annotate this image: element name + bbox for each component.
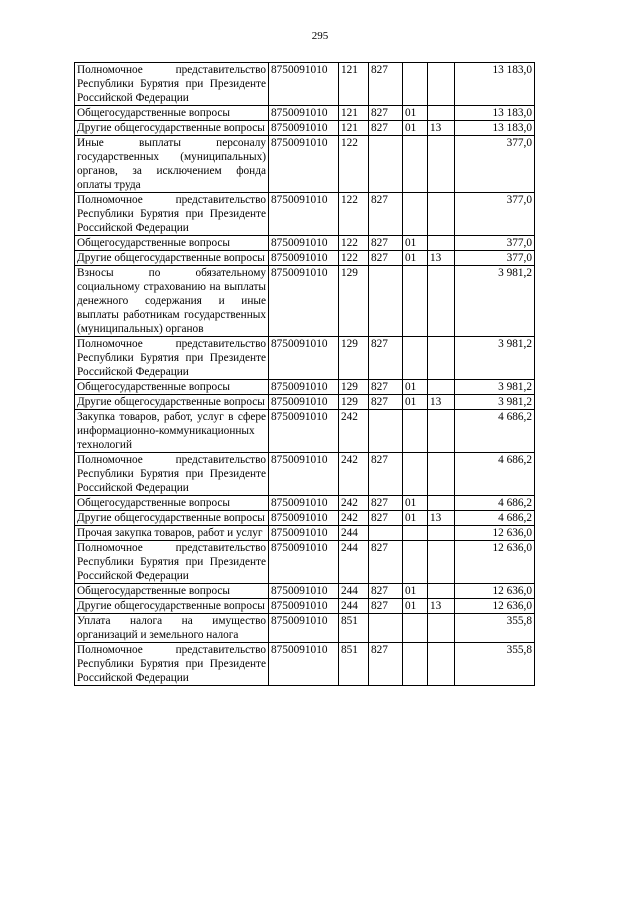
row-pr-cell: 13 xyxy=(428,511,455,526)
row-sum-cell: 13 183,0 xyxy=(455,63,535,106)
row-grbs-cell: 827 xyxy=(369,496,403,511)
row-grbs-cell xyxy=(369,266,403,337)
row-name-cell: Полномочное представительство Республики Бурятия при Президенте Российской Федерации xyxy=(75,643,269,686)
row-sum-cell: 4 686,2 xyxy=(455,453,535,496)
row-grbs-cell: 827 xyxy=(369,643,403,686)
row-sum-cell: 355,8 xyxy=(455,643,535,686)
row-vr-cell: 121 xyxy=(339,121,369,136)
row-grbs-cell xyxy=(369,526,403,541)
table-row xyxy=(75,337,535,380)
row-sum-cell: 377,0 xyxy=(455,251,535,266)
row-name-cell: Полномочное представительство Республики Бурятия при Президенте Российской Федерации xyxy=(75,193,269,236)
table-row xyxy=(75,236,535,251)
row-name-cell: Полномочное представительство Республики Бурятия при Президенте Российской Федерации xyxy=(75,453,269,496)
row-csr-cell: 8750091010 xyxy=(269,511,339,526)
row-sum-cell: 12 636,0 xyxy=(455,526,535,541)
row-csr-cell: 8750091010 xyxy=(269,584,339,599)
row-sum-cell: 3 981,2 xyxy=(455,266,535,337)
row-rz-cell xyxy=(403,136,428,193)
row-vr-cell: 122 xyxy=(339,193,369,236)
row-name-cell: Уплата налога на имущество организаций и земельного налога xyxy=(75,614,269,643)
row-grbs-cell: 827 xyxy=(369,511,403,526)
row-grbs-cell: 827 xyxy=(369,380,403,395)
row-pr-cell xyxy=(428,380,455,395)
row-pr-cell: 13 xyxy=(428,121,455,136)
row-name-cell: Другие общегосударственные вопросы xyxy=(75,121,269,136)
row-csr-cell: 8750091010 xyxy=(269,380,339,395)
table-row xyxy=(75,251,535,266)
row-csr-cell: 8750091010 xyxy=(269,193,339,236)
row-grbs-cell: 827 xyxy=(369,106,403,121)
row-sum-cell: 3 981,2 xyxy=(455,337,535,380)
row-csr-cell: 8750091010 xyxy=(269,614,339,643)
row-sum-cell: 377,0 xyxy=(455,236,535,251)
row-name-cell: Полномочное представительство Республики Бурятия при Президенте Российской Федерации xyxy=(75,63,269,106)
row-grbs-cell xyxy=(369,136,403,193)
row-vr-cell: 121 xyxy=(339,63,369,106)
row-name-cell: Общегосударственные вопросы xyxy=(75,584,269,599)
row-grbs-cell: 827 xyxy=(369,251,403,266)
table-row xyxy=(75,266,535,337)
row-grbs-cell: 827 xyxy=(369,599,403,614)
row-vr-cell: 244 xyxy=(339,599,369,614)
table-row xyxy=(75,614,535,643)
row-csr-cell: 8750091010 xyxy=(269,63,339,106)
table-row xyxy=(75,526,535,541)
table-row xyxy=(75,193,535,236)
row-name-cell: Прочая закупка товаров, работ и услуг xyxy=(75,526,269,541)
row-rz-cell xyxy=(403,541,428,584)
row-csr-cell: 8750091010 xyxy=(269,643,339,686)
row-rz-cell xyxy=(403,614,428,643)
row-name-cell: Полномочное представительство Республики Бурятия при Президенте Российской Федерации xyxy=(75,541,269,584)
page-number: 295 xyxy=(311,30,329,42)
row-pr-cell xyxy=(428,236,455,251)
row-rz-cell: 01 xyxy=(403,395,428,410)
row-sum-cell: 3 981,2 xyxy=(455,380,535,395)
row-sum-cell: 377,0 xyxy=(455,193,535,236)
row-sum-cell: 12 636,0 xyxy=(455,584,535,599)
row-vr-cell: 242 xyxy=(339,410,369,453)
row-pr-cell xyxy=(428,136,455,193)
row-pr-cell xyxy=(428,410,455,453)
row-grbs-cell: 827 xyxy=(369,121,403,136)
row-csr-cell: 8750091010 xyxy=(269,410,339,453)
row-vr-cell: 122 xyxy=(339,136,369,193)
row-sum-cell: 377,0 xyxy=(455,136,535,193)
table-row xyxy=(75,121,535,136)
row-pr-cell: 13 xyxy=(428,599,455,614)
row-vr-cell: 242 xyxy=(339,453,369,496)
row-csr-cell: 8750091010 xyxy=(269,266,339,337)
table-row xyxy=(75,395,535,410)
row-pr-cell xyxy=(428,496,455,511)
table-row xyxy=(75,511,535,526)
row-rz-cell xyxy=(403,266,428,337)
row-csr-cell: 8750091010 xyxy=(269,496,339,511)
row-grbs-cell: 827 xyxy=(369,193,403,236)
row-vr-cell: 129 xyxy=(339,395,369,410)
row-vr-cell: 122 xyxy=(339,236,369,251)
table-row xyxy=(75,643,535,686)
row-vr-cell: 122 xyxy=(339,251,369,266)
table-row xyxy=(75,106,535,121)
row-csr-cell: 8750091010 xyxy=(269,541,339,584)
row-grbs-cell: 827 xyxy=(369,395,403,410)
row-pr-cell xyxy=(428,643,455,686)
row-name-cell: Общегосударственные вопросы xyxy=(75,106,269,121)
row-csr-cell: 8750091010 xyxy=(269,599,339,614)
row-rz-cell: 01 xyxy=(403,121,428,136)
row-sum-cell: 12 636,0 xyxy=(455,599,535,614)
row-csr-cell: 8750091010 xyxy=(269,526,339,541)
row-vr-cell: 244 xyxy=(339,541,369,584)
row-csr-cell: 8750091010 xyxy=(269,337,339,380)
row-pr-cell xyxy=(428,337,455,380)
row-grbs-cell: 827 xyxy=(369,63,403,106)
budget-table xyxy=(74,62,535,686)
row-name-cell: Общегосударственные вопросы xyxy=(75,380,269,395)
row-pr-cell xyxy=(428,526,455,541)
table-row xyxy=(75,136,535,193)
row-pr-cell xyxy=(428,584,455,599)
row-pr-cell xyxy=(428,63,455,106)
row-sum-cell: 4 686,2 xyxy=(455,496,535,511)
row-name-cell: Другие общегосударственные вопросы xyxy=(75,599,269,614)
row-rz-cell xyxy=(403,526,428,541)
row-vr-cell: 242 xyxy=(339,496,369,511)
row-rz-cell: 01 xyxy=(403,380,428,395)
row-sum-cell: 12 636,0 xyxy=(455,541,535,584)
row-rz-cell: 01 xyxy=(403,496,428,511)
row-rz-cell xyxy=(403,337,428,380)
table-row xyxy=(75,584,535,599)
row-vr-cell: 244 xyxy=(339,584,369,599)
row-vr-cell: 244 xyxy=(339,526,369,541)
row-vr-cell: 129 xyxy=(339,380,369,395)
row-csr-cell: 8750091010 xyxy=(269,136,339,193)
row-rz-cell: 01 xyxy=(403,511,428,526)
row-vr-cell: 851 xyxy=(339,643,369,686)
row-grbs-cell: 827 xyxy=(369,541,403,584)
row-rz-cell xyxy=(403,643,428,686)
row-grbs-cell xyxy=(369,410,403,453)
row-pr-cell: 13 xyxy=(428,395,455,410)
row-name-cell: Другие общегосударственные вопросы xyxy=(75,395,269,410)
row-pr-cell xyxy=(428,453,455,496)
row-name-cell: Закупка товаров, работ, услуг в сфере информационно-коммуникационных технологий xyxy=(75,410,269,453)
row-name-cell: Другие общегосударственные вопросы xyxy=(75,511,269,526)
row-rz-cell xyxy=(403,193,428,236)
row-csr-cell: 8750091010 xyxy=(269,251,339,266)
row-pr-cell: 13 xyxy=(428,251,455,266)
row-rz-cell: 01 xyxy=(403,584,428,599)
row-name-cell: Другие общегосударственные вопросы xyxy=(75,251,269,266)
table-row xyxy=(75,453,535,496)
row-pr-cell xyxy=(428,193,455,236)
row-vr-cell: 851 xyxy=(339,614,369,643)
row-name-cell: Общегосударственные вопросы xyxy=(75,236,269,251)
row-csr-cell: 8750091010 xyxy=(269,121,339,136)
row-name-cell: Полномочное представительство Республики Бурятия при Президенте Российской Федерации xyxy=(75,337,269,380)
row-rz-cell xyxy=(403,410,428,453)
row-sum-cell: 4 686,2 xyxy=(455,410,535,453)
row-name-cell: Иные выплаты персоналу государственных (муниципальных) органов, за исключением фонда оплаты труда xyxy=(75,136,269,193)
row-vr-cell: 129 xyxy=(339,266,369,337)
table-row xyxy=(75,599,535,614)
row-vr-cell: 129 xyxy=(339,337,369,380)
row-rz-cell: 01 xyxy=(403,599,428,614)
row-rz-cell xyxy=(403,453,428,496)
row-csr-cell: 8750091010 xyxy=(269,395,339,410)
row-vr-cell: 121 xyxy=(339,106,369,121)
row-sum-cell: 13 183,0 xyxy=(455,121,535,136)
row-grbs-cell: 827 xyxy=(369,584,403,599)
row-pr-cell xyxy=(428,266,455,337)
row-rz-cell: 01 xyxy=(403,236,428,251)
row-name-cell: Взносы по обязательному социальному страхованию на выплаты денежного содержания и иные выплаты работникам государственных (муниципальных) органов xyxy=(75,266,269,337)
row-rz-cell: 01 xyxy=(403,106,428,121)
row-pr-cell xyxy=(428,614,455,643)
row-vr-cell: 242 xyxy=(339,511,369,526)
row-csr-cell: 8750091010 xyxy=(269,453,339,496)
row-grbs-cell: 827 xyxy=(369,337,403,380)
row-pr-cell xyxy=(428,541,455,584)
table-row xyxy=(75,541,535,584)
row-sum-cell: 4 686,2 xyxy=(455,511,535,526)
row-csr-cell: 8750091010 xyxy=(269,236,339,251)
row-grbs-cell xyxy=(369,614,403,643)
table-row xyxy=(75,410,535,453)
row-sum-cell: 13 183,0 xyxy=(455,106,535,121)
row-pr-cell xyxy=(428,106,455,121)
row-name-cell: Общегосударственные вопросы xyxy=(75,496,269,511)
row-rz-cell: 01 xyxy=(403,251,428,266)
row-grbs-cell: 827 xyxy=(369,453,403,496)
row-sum-cell: 355,8 xyxy=(455,614,535,643)
table-row xyxy=(75,380,535,395)
row-rz-cell xyxy=(403,63,428,106)
row-sum-cell: 3 981,2 xyxy=(455,395,535,410)
row-grbs-cell: 827 xyxy=(369,236,403,251)
table-body xyxy=(75,63,535,686)
table-row xyxy=(75,63,535,106)
row-csr-cell: 8750091010 xyxy=(269,106,339,121)
table-row xyxy=(75,496,535,511)
